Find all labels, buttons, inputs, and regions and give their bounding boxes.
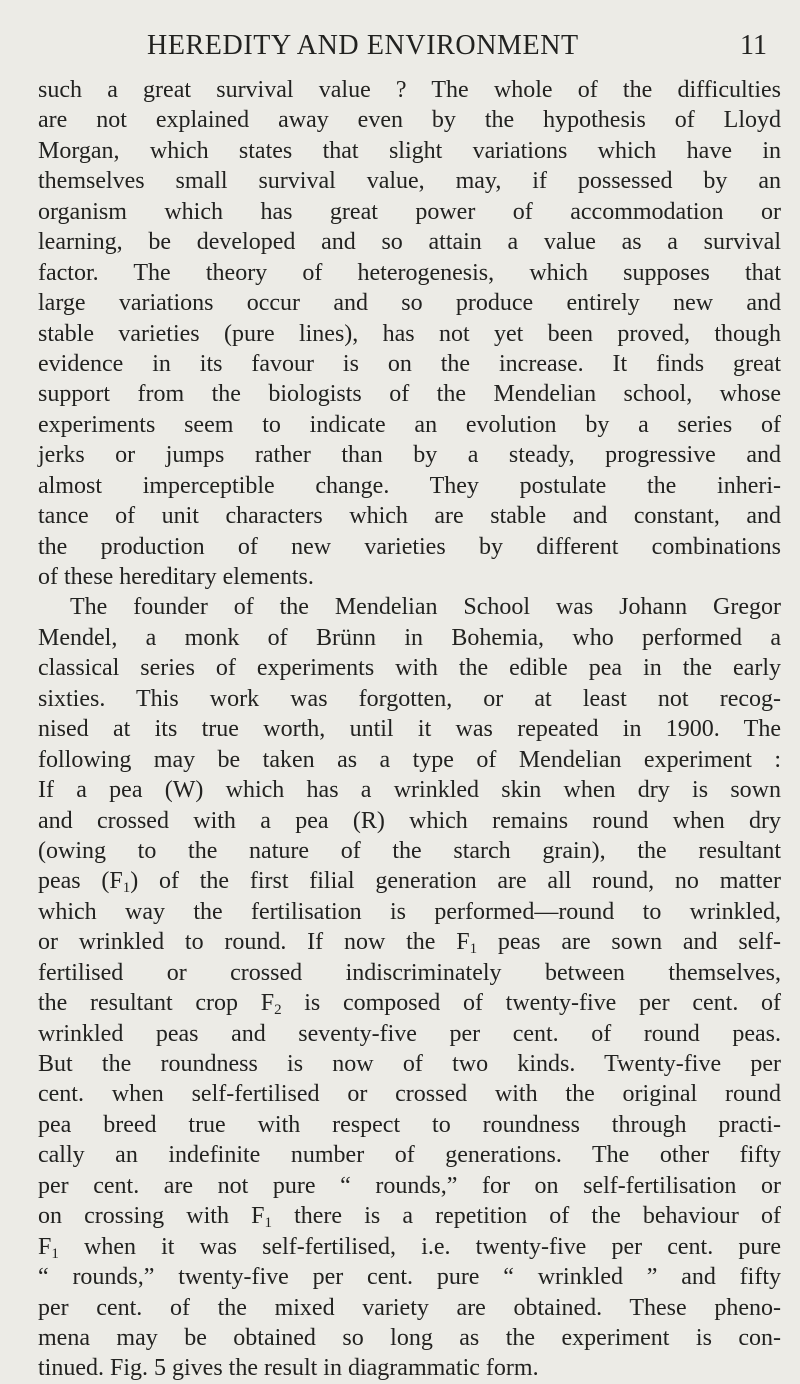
text-line: support from the biologists of the Mendelian school, whose	[38, 381, 781, 408]
text-line: If a pea (W) which has a wrinkled skin when dry is sown	[38, 777, 781, 804]
text-line: themselves small survival value, may, if possessed by an	[38, 168, 781, 195]
text-line: tance of unit characters which are stable and constant, and	[38, 503, 781, 530]
text-line: organism which has great power of accommodation or	[38, 198, 781, 225]
text-line: cally an indefinite number of generations. The other fifty	[38, 1142, 781, 1169]
subscript-digit: 2	[274, 1002, 282, 1019]
text-line: fertilised or crossed indiscriminately between themselves,	[38, 959, 781, 986]
text-line: such a great survival value ? The whole of the difficulties	[38, 77, 781, 103]
page-number: 11	[740, 30, 767, 61]
text-line: pea breed true with respect to roundness through practi-	[38, 1111, 781, 1138]
text-line: sixties. This work was forgotten, or at least not recog-	[38, 685, 781, 712]
text-line: or wrinkled to round. If now the $F_1$ peas are sown and self-	[38, 929, 781, 958]
running-header: HEREDITY AND ENVIRONMENT	[147, 30, 579, 61]
text-line: and crossed with a pea (R) which remains round when dry	[38, 807, 781, 834]
text-line: “ rounds,” twenty-five per cent. pure “ wrinkled ” and fifty	[38, 1264, 781, 1291]
subscript-digit: 1	[264, 1215, 272, 1232]
text-line: nised at its true worth, until it was repeated in 1900. The	[38, 716, 781, 743]
text-line: peas $(F_1)$ of the first filial generation are all round, no matter	[38, 868, 781, 897]
body-text	[38, 75, 781, 1384]
text-line: wrinkled peas and seventy-five per cent. of round peas.	[38, 1020, 781, 1047]
text-line: per cent. are not pure “ rounds,” for on self-fertilisation or	[38, 1172, 781, 1199]
text-line: large variations occur and so produce entirely new and	[38, 290, 781, 317]
text-line: learning, be developed and so attain a value as a survival	[38, 229, 781, 256]
text-line: which way the fertilisation is performed—round to wrinkled,	[38, 898, 781, 925]
text-line: evidence in its favour is on the increase. It finds great	[38, 350, 781, 377]
text-line: almost imperceptible change. They postulate the inheri-	[38, 472, 781, 499]
text-line: per cent. of the mixed variety are obtained. These pheno-	[38, 1294, 781, 1321]
text-line: Morgan, which states that slight variations which have in	[38, 137, 781, 164]
paragraph-end-line: tinued. Fig. 5 gives the result in diagrammatic form.	[38, 1355, 539, 1382]
text-line: on crossing with $F_1$ there is a repetition of the behaviour of	[38, 1203, 781, 1232]
subscript-digit: 1	[51, 1245, 59, 1262]
subscript-digit: 1	[122, 880, 131, 897]
text-line: jerks or jumps rather than by a steady, progressive and	[38, 442, 781, 469]
text-line: factor. The theory of heterogenesis, which supposes that	[38, 259, 781, 286]
text-line: are not explained away even by the hypothesis of Lloyd	[38, 107, 781, 134]
text-line: experiments seem to indicate an evolution by a series of	[38, 411, 781, 438]
paragraph-end-line: of these hereditary elements.	[38, 564, 314, 590]
text-line: mena may be obtained so long as the experiment is con-	[38, 1324, 781, 1351]
text-line: the resultant crop $F_2$ is composed of twenty-five per cent. of	[38, 990, 782, 1019]
text-line: Mendel, a monk of Brünn in Bohemia, who performed a	[38, 624, 781, 651]
text-line: cent. when self-fertilised or crossed with the original round	[38, 1081, 781, 1108]
text-line: $F_1$ when it was self-fertilised, i.e. twenty-five per cent. pure	[38, 1233, 781, 1262]
text-line: (owing to the nature of the starch grain), the resultant	[38, 837, 781, 864]
text-line: stable varieties (pure lines), has not yet been proved, though	[38, 320, 781, 347]
text-line: following may be taken as a type of Mendelian experiment :	[38, 746, 781, 773]
subscript-digit: 1	[469, 941, 478, 958]
text-line: classical series of experiments with the edible pea in the early	[38, 655, 781, 682]
text-line: But the roundness is now of two kinds. Twenty-five per	[38, 1051, 781, 1077]
paragraph-start-line: The founder of the Mendelian School was Johann Gregor	[70, 594, 781, 621]
text-line: the production of new varieties by different combinations	[38, 533, 781, 560]
